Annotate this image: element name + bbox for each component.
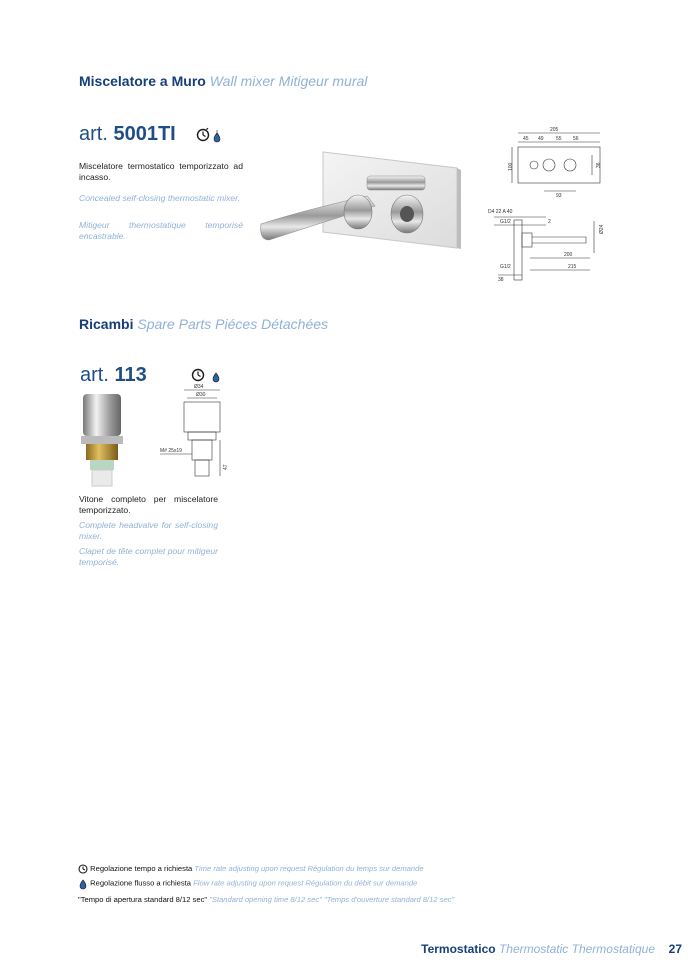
art-number: 5001TI (113, 123, 176, 145)
footer-title-en: Thermostatic Thermostatique (498, 942, 655, 956)
dim-47: 47 (223, 464, 229, 470)
description-it: Miscelatore termostatico temporizzato ad incasso. (79, 161, 243, 182)
article-title-5001ti (79, 123, 176, 146)
description2-fr: Clapet de tête complet pour mitigeur temporisé. (79, 546, 218, 567)
headvalve-photo (78, 392, 128, 488)
dim-38: 38 (498, 277, 504, 283)
water-drop-icon (213, 373, 219, 382)
footer-title (421, 942, 655, 956)
note-flow-it: Regolazione flusso a richiesta (90, 878, 192, 888)
dim-100: 100 (508, 162, 514, 171)
dim-200: 200 (564, 252, 573, 258)
note-standard-time (78, 895, 454, 904)
section-title-spare-parts (79, 316, 328, 332)
dim-56: 56 (573, 136, 579, 142)
footer-title-it: Termostatico (421, 942, 496, 956)
dim-d34: Ø34 (194, 384, 204, 390)
dim-g2: G1/2 (500, 264, 511, 270)
description-fr: Mitigeur thermostatique temporisé encastrable. (79, 220, 243, 241)
feature-icons-2 (191, 367, 225, 383)
dim-d4-range: D4 22 A 40 (488, 209, 513, 215)
note-time-rate (78, 864, 424, 874)
dim-55: 55 (556, 136, 562, 142)
clock-icon (198, 128, 209, 140)
description-en: Concealed self-closing thermostatic mixer. (79, 193, 241, 203)
technical-drawing-headvalve (150, 382, 229, 482)
article-title-113 (80, 364, 147, 387)
dim-215: 215 (568, 264, 577, 270)
section-title-en: Wall mixer Mitigeur mural (209, 73, 368, 89)
page-number: 27 (668, 942, 682, 956)
dim-93: 93 (556, 193, 562, 199)
water-drop-icon (78, 878, 88, 889)
note-time-en: Time rate adjusting upon request Régulation du temps sur demande (194, 864, 424, 873)
clock-icon (78, 864, 88, 874)
note-flow-rate (78, 878, 417, 889)
dim-24: Ø24 (599, 224, 605, 234)
section-title-wall-mixer (79, 73, 367, 89)
section2-title-it: Ricambi (79, 316, 134, 332)
dim-thread: M# 25x19 (160, 448, 182, 454)
dim-36: 36 (596, 162, 602, 168)
note-time-it: Regolazione tempo a richiesta (90, 864, 193, 873)
feature-icons (196, 127, 226, 143)
clock-icon (193, 370, 204, 381)
note-std-en: "Standard opening time 8/12 sec" "Temps d'ouverture standard 8/12 sec" (209, 895, 455, 904)
description2-en: Complete headvalve for self-closing mixer. (79, 520, 218, 541)
description2-it: Vitone completo per miscelatore temporizzato. (79, 494, 218, 515)
note-flow-en: Flow rate adjusting upon request Régulation du débit sur demande (193, 878, 418, 888)
art2-number: 113 (114, 364, 147, 386)
dim-45: 45 (523, 136, 529, 142)
section2-title-en: Spare Parts Piéces Détachées (137, 316, 329, 332)
wall-mixer-photo (257, 148, 463, 250)
dim-205: 205 (550, 127, 559, 133)
dim-49: 49 (538, 136, 544, 142)
note-std-it: "Tempo di apertura standard 8/12 sec" (78, 895, 208, 904)
art2-prefix: art. (80, 364, 109, 386)
section-title-it: Miscelatore a Muro (79, 73, 206, 89)
dim-2: 2 (548, 219, 551, 225)
dim-g1: G1/2 (500, 219, 511, 225)
technical-drawing-wall-mixer (486, 125, 611, 285)
art-prefix: art. (79, 123, 108, 145)
dim-d30: Ø30 (196, 392, 206, 398)
water-drop-icon (214, 130, 220, 142)
